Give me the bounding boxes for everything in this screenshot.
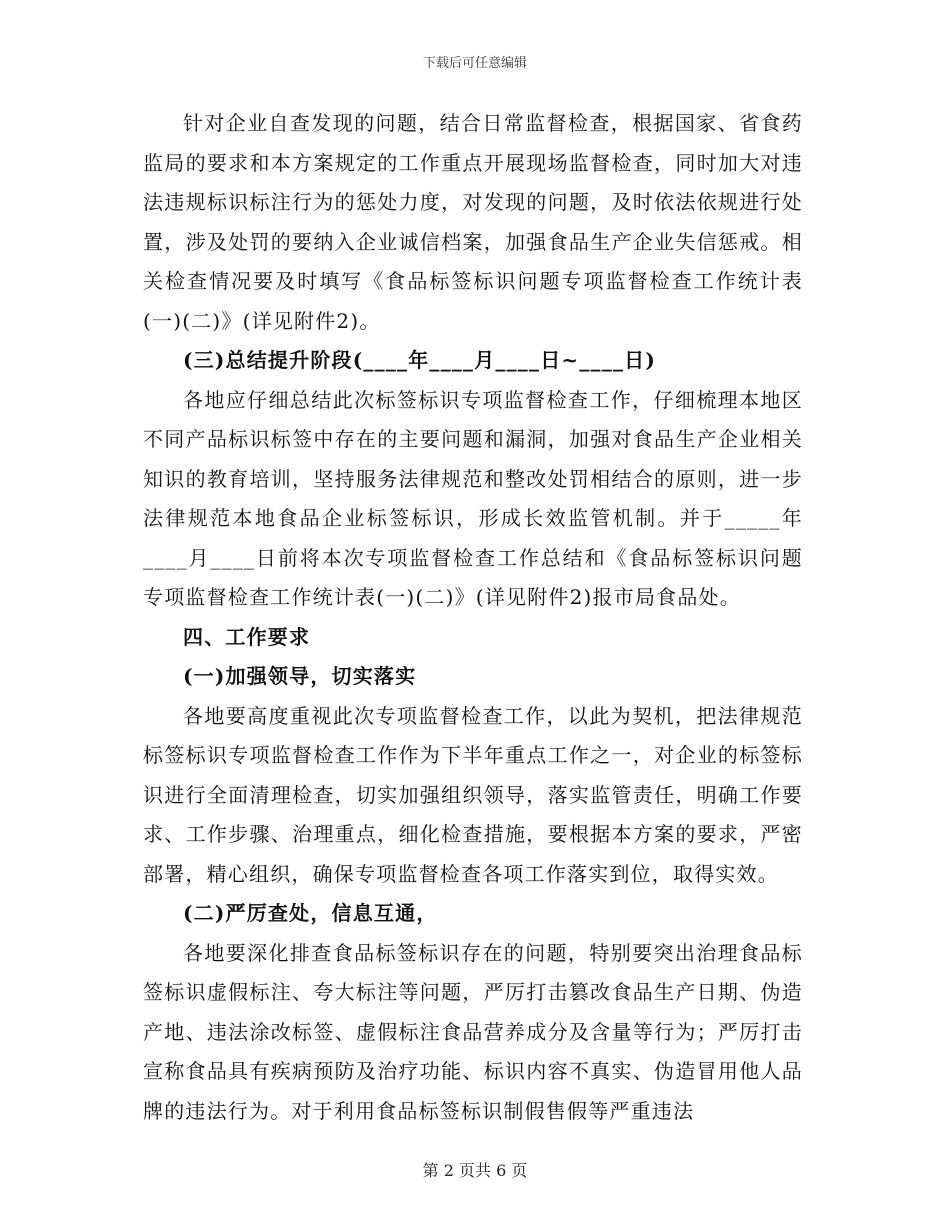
paragraph-enforcement: 各地要深化排查食品标签标识存在的问题，特别要突出治理食品标签标识虚假标注、夸大标注等问题，严厉打击篡改食品生产日期、伪造产地、违法涂改标签、虚假标注食品营养成分及含量等行为；严厉打击宣称食品具有疾病预防及治疗功能、标识内容不真实、伪造冒用他人品牌的违法行为。对于利用食品标签标识制假售假等严重违法 bbox=[143, 940, 803, 1123]
heading-summary-stage: (三)总结提升阶段(____年____月____日~____日) bbox=[183, 348, 657, 372]
heading-strict-enforcement: (二)严厉查处，信息互通， bbox=[183, 901, 438, 925]
paragraph-inspection: 针对企业自查发现的问题，结合日常监督检查，根据国家、省食药监局的要求和本方案规定的工作重点开展现场监督检查，同时加大对违法违规标识标注行为的惩处力度，对发现的问题，及时依法依规进行处置，涉及处罚的要纳入企业诚信档案，加强食品生产企业失信惩戒。相关检查情况要及时填写《食品标签标识问题专项监督检查工作统计表(一)(二)》(详见附件2)。 bbox=[143, 111, 803, 333]
paragraph-leadership: 各地要高度重视此次专项监督检查工作，以此为契机，把法律规范标签标识专项监督检查工作作为下半年重点工作之一，对企业的标签标识进行全面清理检查，切实加强组织领导，落实监管责任，明确工作要求、工作步骤、治理重点，细化检查措施，要根据本方案的要求，严密部署，精心组织，确保专项监督检查各项工作落实到位，取得实效。 bbox=[143, 703, 803, 886]
paragraph-summary: 各地应仔细总结此次标签标识专项监督检查工作，仔细梳理本地区不同产品标识标签中存在的主要问题和漏洞，加强对食品生产企业相关知识的教育培训，坚持服务法律规范和整改处罚相结合的原则，进一步法律规范本地食品企业标签标识，形成长效监管机制。并于_____年____月____日前将本次专项监督检查工作总结和《食品标签标识问题专项监督检查工作统计表(一)(二)》(详见附件2)报市局食品处。 bbox=[143, 387, 803, 609]
page-header: 下载后可任意编辑 bbox=[422, 56, 527, 71]
heading-work-requirements: 四、工作要求 bbox=[183, 624, 311, 649]
page-footer: 第 2 页共 6 页 bbox=[422, 1161, 528, 1180]
heading-leadership: (一)加强领导，切实落实 bbox=[183, 664, 417, 688]
document-body bbox=[143, 104, 803, 1131]
